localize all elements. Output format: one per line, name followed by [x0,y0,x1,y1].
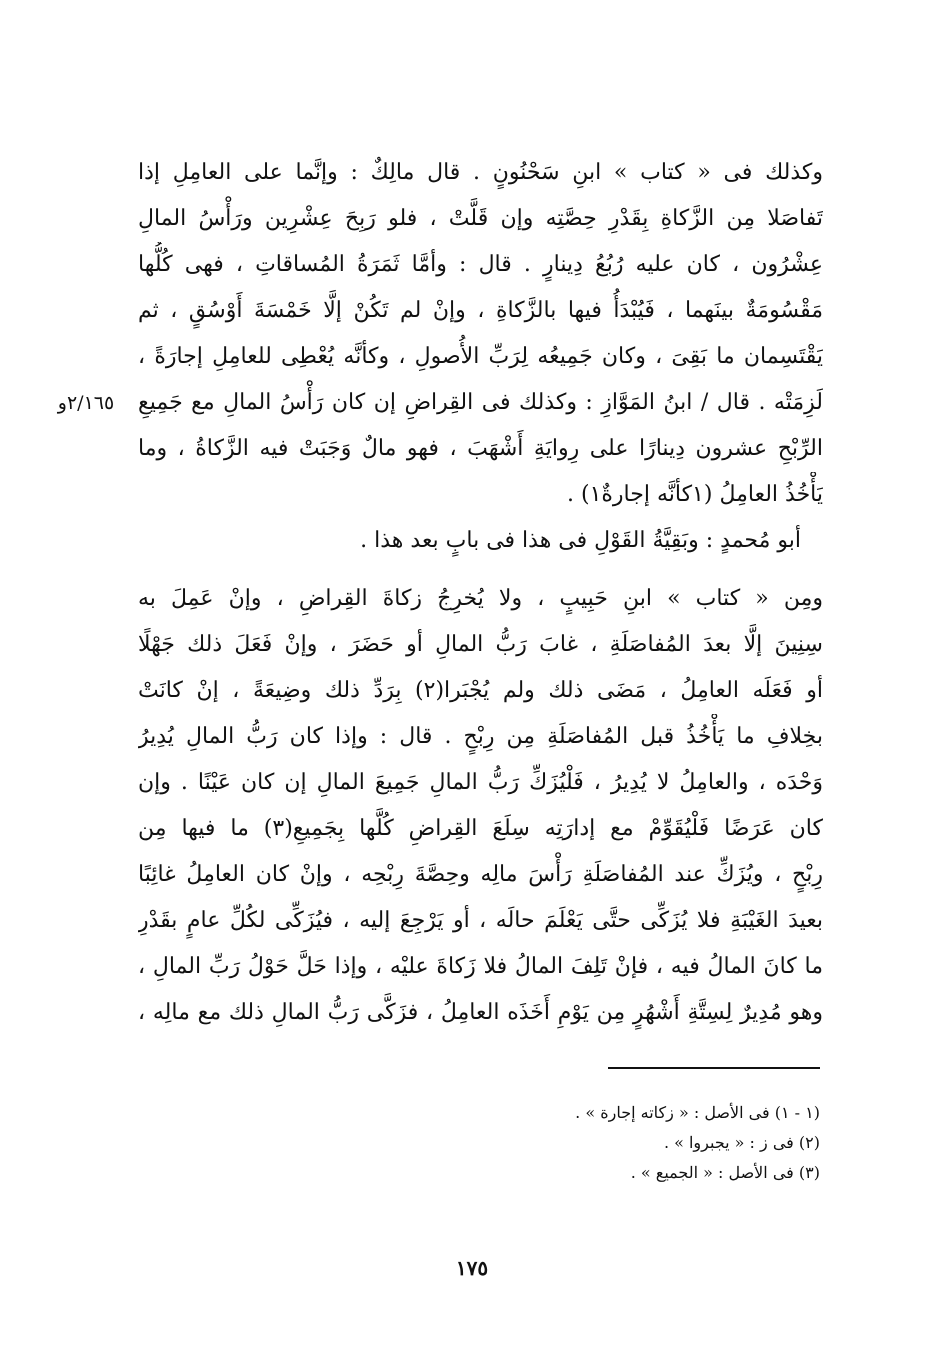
text-line: الرِّبْحِ عشرون دِينارًا على رِوايَةِ أَشْهَبَ ، فهو مالٌ وَجَبَتْ فيه الزَّكاةُ ، وما [138,436,823,461]
text-line: أبو مُحمدٍ : وبَقِيَّةُ القَوْلِ فى هذا فى بابٍ بعد هذا . [360,528,801,553]
text-line: رِبْحٍ ، ويُزَكِّ عند المُفاصَلَةِ رَأْسَ مالِه وحِصَّةَ رِبْحِه ، وإنْ كان العامِلُ غائِبًا [138,862,823,887]
text-line: بخِلافِ ما يَأْخُذُ قبل المُفاصَلَةِ مِن رِبْحٍ . قال : وإذا كان رَبُّ المالِ يُدِيرُ [138,724,823,749]
text-line: لَزِمَتْه . قال / ابنُ المَوَّازِ : وكذلك فى القِراضِ إن كان رَأْسُ المالِ مع جَمِيعِ [138,390,823,415]
text-line: تَفاصَلا مِن الزَّكاةِ بِقَدْرِ حِصَّتِه وإن قَلَّتْ ، فلو رَبِحَ عِشْرِين ورَأْسُ المالِ [138,206,823,231]
text-line: وهو مُدِيرٌ لِسِتَّةِ أَشْهُرٍ مِن يَوْمِ أَخَذَه العامِلُ ، فزَكَّى رَبُّ المالِ ذلك مع مالِه ، [138,1000,823,1025]
text-line: يَقْتَسِمان ما بَقِىَ ، وكان جَمِيعُه لِرَبِّ الأُصولِ ، وكأنَّه يُعْطِى للعامِلِ إجارَةً ، [138,344,823,369]
paragraph-3 [138,576,823,1036]
text-line: وَحْدَه ، والعامِلُ لا يُدِيرُ ، فَلْيُزَكِّ رَبُّ المالِ جَمِيعَ المالِ إن كان عَيْنًا . وإن [138,770,823,795]
text-line: كان عَرَضًا فَلْيُقَوِّمْ مع إدارَتِه سِلَعَ القِراضِ كُلَّها بِجَمِيعِ(٣) ما فيها مِن [138,816,823,841]
text-line: بعيدَ الغَيْبَةِ فلا يُزَكِّى حتَّى يَعْلَمَ حالَه ، أو يَرْجِعَ إليه ، فيُزَكِّى لكُلِّ عامٍ بقَدْرِ [138,908,823,933]
margin-folio-reference: ٢/١٦٥و [57,392,115,414]
text-line: ومِن « كتاب » ابنِ حَبِيبٍ ، ولا يُخرِجُ زكاةَ القِراضِ ، وإنْ عَمِلَ به [138,586,823,611]
text-line: ما كانَ المالُ فيه ، فإنْ تَلِفَ المالُ فلا زَكاةَ عليْه ، وإذا حَلَّ حَوْلُ رَبِّ المالِ ، [138,954,823,979]
footnote: (٣) فى الأصل : « الجميع » . [630,1163,820,1182]
text-line: عِشْرُون ، كان عليه رُبُعُ دِينارٍ . قال : وأمَّا ثَمَرَةُ المُساقاتِ ، فهى كُلُّها [138,252,823,277]
paragraph-2 [138,518,823,564]
footnote: (١ - ١) فى الأصل : « زكاته إجارة » . [575,1103,820,1122]
text-line: مَقْسُومَةٌ بينَهما ، فَيُبْدَأُ فيها بالزَّكاةِ ، وإنْ لم تَكُنْ إلَّا خَمْسَةَ أَوْسُقٍ ، ثم [138,298,823,323]
footnote: (٢) فى ز : « يجبروا » . [663,1133,820,1152]
text-line: أو فَعَلَه العامِلُ ، مَضَى ذلك ولم يُجْبَرا(٢) بِرَدِّ ذلك وضِيعَةً ، إنْ كانَتْ [138,678,823,703]
text-line: سِنِينَ إلَّا بعدَ المُفاصَلَةِ ، غابَ رَبُّ المالِ أو حَضَرَ ، وإنْ فَعَلَ ذلك جَهْلًا [138,632,823,657]
paragraph-1 [138,150,823,518]
footnotes [380,1098,820,1188]
text-line: وكذلك فى « كتاب » ابنِ سَحْنُونٍ . قال مالِكٌ : وإنَّما على العامِلِ إذا [138,160,823,185]
text-line: يَأْخُذُ العامِلُ (١كأنَّه إجارةٌ١) . [566,482,823,507]
page-number: ١٧٥ [455,1256,489,1280]
footnote-separator [608,1067,820,1069]
